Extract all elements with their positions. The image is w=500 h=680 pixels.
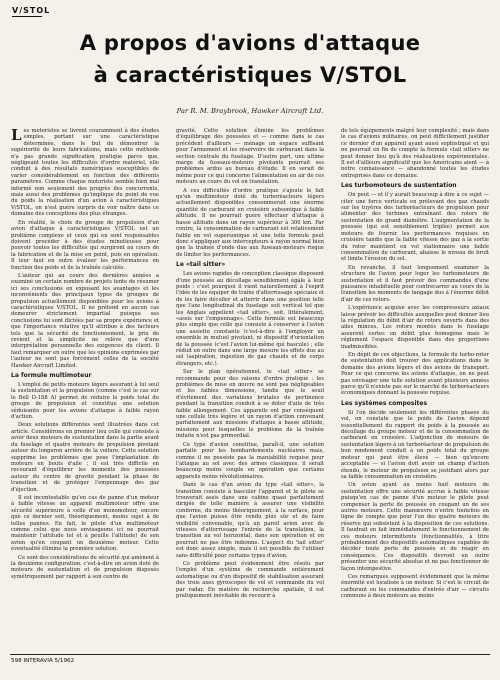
paragraph: Deux solutions différentes sont illustrées dans cet article. Considérons en premier lieu celle qui consiste à avoir deux moteurs de sustentation dans la partie avant du fuselage et quatre moteurs de propulsion pivotant autour du longeron arrière de la voilure. Cette solution supprime les problèmes que pose l'implantation de moteurs en bouts d'aile ; il est très difficile en recourant d'équilibrer les moments des poussées autour du centre de gravité pendant la phase de transition et de protéger l'empennage des gaz d'éjection. [11, 422, 159, 493]
paragraph: L'emploi de petits moteurs légers assurant à lui seul la sustentation et la propulsion (comme c'est le cas sur le Bell D-188 A) permet de réduire le poids total du groupe de propulsion et constitue une solution séduisante pour les avions d'attaque à faible rayon d'action. [11, 382, 159, 421]
paragraph: Sur le plan opérationnel, le «tail sitter» se recommande pour des raisons d'ordre pratique : les problèmes de mise en œuvre ne sont pas négligeables et les faibles dimensions, tandis que le seuil d'évitement des variations brutales de pertinence pendant la transition conduit à se doter d'aile de très faible allongement. Ces appareils ont par conséquent une cellule très légère et un rayon d'action convenant parfaitement aux missions d'attaque à basse altitude, missions pour lesquelles le problème de la traînée induite n'est pas primordial. [176, 369, 324, 440]
paragraph: Ces remarques supposent évidemment que la même énormité est localisée à un moteur. Si c'est le circuit de carburant ou les commandes d'entrée d'air — circuits communs à deux moteurs au moins [341, 574, 489, 600]
paragraph: Ce sont des considérations de sécurité qui amènent à la deuxième configuration, c'est-à-dire un avion doté de moteurs de sustentation et de propulsion disposés symétriquement par rapport à son centre de [11, 554, 160, 580]
paragraph: L'auteur qui au cours des dernières années a examiné un certain nombre de projets tente de résumer ici ses conclusions en exposant les avantages et les inconvénients des principaux types de groupes de propulsion actuellement disponibles pour les avions à caractéristiques V/STOL. Il ne prétend en aucun cas demeurer strictement impartial puisque ses conclusions lui sont dictées par sa propre expérience et que l'importance relative qu'il attribue à des facteurs tels que la sécurité de fonctionnement, le prix de revient et la simplicité ne relève que d'une interprétation personnelle des exigences du client. Il faut remarquer en outre que les opinions exprimées par l'auteur ne sont pas forcément celles de la société Hawker Aircraft Limited. [11, 272, 159, 369]
paragraph: En dépit de ces objections, la formule du turbo-rotor de sustentation doit trouver des applications dans le domaine des avions légers et des avions de transport. Pour ce qui concerne les avions d'attaque, on ne peut pas envisager une telle solution avant plusieurs années parce qu'il n'existe pas sur le marché de turboréacteurs économiques donnant la poussée requise. [341, 352, 489, 397]
paragraph: L'expérience acquise avec les compresseurs axiaux laisse prévoir les difficultés auxquelles peut donner lieu la régulation du débit d'air de rotors ouverts dans des ailes minces. Les rotors montés dans le fuselage assurent certes un débit plus homogène mais le réglement l'espace disponible dans des proportions inadmissibles. [341, 305, 489, 350]
section-heading: La formule multimoteur [11, 372, 92, 380]
paragraph: de tels équipements malgré leur complexité ; mais dans le cas d'avions militaires, on peut difficilement justifier ce dernier d'un appareil ayant aussi sophistiqué et qui ne pourrait en fin de compte la formule «tail sitter» ne peut donner lieu qu'à des réalisations expérimentales. Il est d'ailleurs significatif que les Américains aient — à notre connaissance — abandonné toutes les études entreprises dans ce domaine. [341, 128, 489, 179]
paragraph: Les motoristes se livrent couramment à des études simples, portant sur une caractéristique déterminée, dans le but de démontrer la supériorité de leurs fabrications, mais cette méthode n'a pas grande signification pratique parce que, négligeant toutes les difficultés d'ordre matériel, elle conduit à des résultats numériques susceptibles de varier considérablement en fonction des différents paramètres. Comme chaque motoriste semble bien mal informé non seulement des progrès des concurrents, mais aussi des problèmes qu'implique du point de vue du poids la réalisation d'un avion à caractéristiques V/STOL, on n'est guère surpris de voir naître dans ce domaine des conceptions des plus étranges. [11, 126, 159, 218]
drop-cap: L [11, 126, 22, 144]
article-title-line2: à caractéristiques V/STOL [93, 63, 407, 87]
text-column-3 [341, 128, 489, 602]
footer-rule [10, 654, 490, 655]
text-column-1 [11, 128, 159, 582]
article-byline: Par R. M. Braybrook, Hawker Aircraft Ltd. [176, 107, 324, 115]
paragraph: Ce type d'avion constitue, paraît-il, une solution parfaite pour les bombardements nucléaires mais, comme il ne possède pas la maniabilité requise pour l'attaque au sol avec des armes classiques, il serait beaucoup moins souple en opération que certains appareils moins révolutionnaires. [176, 441, 324, 480]
section-heading: Les systèmes composites [341, 399, 428, 407]
paragraph: A ces difficultés d'ordre pratique s'ajoute le fait qu'un multimoteur doté de turboréacteurs légers actuellement disponibles consommerait une énorme quantité de carburant en croisière subsonique à faible altitude. Il ne pourrait guère effectuer d'attaque à basse altitude dans un rayon supérieur à 300 km. Par contre, la consommation de carburant est relativement faible en vol supersonique et une telle formule peut donc s'appliquer aux intercepteurs à rayon normal bien que la traînée d'onde due aux fuseaux-moteurs risque de limiter les performances. [176, 187, 324, 258]
article-title-line1: A propos d'avions d'attaque [79, 31, 421, 55]
paragraph: gravité. Cette solution élimine les problèmes d'équilibrage des poussées et — comme dans le cas précédent d'ailleurs — ménage un espace suffisant pour l'armement et les réservoirs de carburant dans la section centrale du fuselage. D'autre part, une ultime marge de fuseaux-moteurs pivotants pourrait ses problèmes ardus au bureau d'étude. Il en serait de même pour ce qui concerne l'alimentation en air de ces moteurs au cours du vol en translation. [176, 128, 324, 186]
paragraph: Dans le cas d'un avion du type «tail sitter», la transition consiste à basculer l'appareil et le pilote se trouverait assis dans une cabine quasi parfaitement dirigée de telle manière à assurer une visibilité conforme, du moins théoriquement, à la surface, pour que l'avion puisse être rendu plus sûr et de faire visibilité convenable, qu'à un pareil avion avec de vitesses d'atterrissage l'entrée de la translation, la transition au vol horizontal, dans son opération et on pourrait ne pas être indemne. L'aspect du 'tail sitter' est donc assez simple, mais il est possible de l'utiliser sans difficulté pour certains types d'avion. [176, 482, 324, 559]
paragraph: Il est incontestable qu'en cas de panne d'un moteur à faible vitesse un appareil multimoteur offre une sécurité supérieure à celle d'un monomoteur, encore que ce dernier soit, théoriquement, moins sujet à de telles pannes. En fait, le pilote d'un multimoteur comme celui que nous envisageons ici ne pourrait maintenir l'attitude tel et à peuille l'altitude) de son avion qu'en coupant un deuxième moteur. Cette éventualité élimine la première solution. [11, 494, 159, 553]
text-column-2 [176, 128, 324, 601]
page-folio: 598 INTERAVIA 5/1962 [11, 658, 75, 664]
paragraph: Les avions rapides de conception classique disposent d'une poussée au décollage sensiblement égale à leur poids : c'est pourquoi il vient naturellement à l'esprit l'idée de les équiper de trains d'atterrissage spéciaux et de les faire décoller et atterrir dans une position telle que l'axe longitudinal du fuselage soit vertical tel que les Anglais appellent «tail sitter», soit, littéralement, «assis sur l'empennage». Cette formule est beaucoup plus simple que celle qui consiste à conserver à l'avion une assiette constante (c'est-à-dire à l'employer un ensemble in mutuel pivotant, ni dispositif d'orientation de la poussée (c'est l'avion lui-même qui bascule) ; elle réduit en outre dans une large mesure les effets dus au sol (aspiration, ingestion de gaz chauds et de corps étrangers, etc.). [176, 271, 324, 367]
section-heading: Les turbomoteurs de sustentation [341, 182, 457, 190]
paragraph: En revanche, il faut longuement examiner la structure de l'avion pour loger les turbomoteurs de sustentation et il faut prévoir des commandes d'une puissance inhabituelle pour contrecarrer au cours de la transition les moments de tangage dus à l'énorme débit d'air de ces rotors. [341, 264, 489, 303]
paragraph: On peut — et il y aurait beaucoup à dire à ce sujet — citer une force verticale en prélevant des gaz chauds sur les tuyères des turboréacteurs de propulsion pour alimenter des turbines entraînant des rotors de sustentation de grand diamètre. L'augmentation de la poussée (qui est sensiblement triplée) permet aux moteurs de fournir les performances requises en croisière tandis que la faible vitesse des gaz à la sortie du rotor maintient en vol stationnaire une faible consommation de carburant, abaisse le niveau de bruit et limite l'érosion du sol. [341, 192, 489, 263]
paragraph: Si l'on décide seulement les différentes phases du vol, on constate que le poids de l'avion dépend essentiellement du rapport du poids à la poussée au décollage du groupe moteur et de la consommation de carburant en croisière. L'adjonction de moteurs de sustentation légers à un turboréacteur de propulsion de bon rendement conduit à un poids total du groupe moteur qui peut être élevé — bien qu'encore acceptable — si l'avion doit avoir un champ d'action étendu, le moteur de propulsion se justifiant alors par sa faible consommation en croisière. [341, 409, 489, 480]
paragraph: En réalité, le choix du groupe de propulsion d'un avion d'attaque à caractéristiques V/STOL est un problème complexe et ceux qui en sont responsables doivent procéder à des études minutieuses pour pouvoir toutes les difficultés qui surgiront au cours de la fabrication et de la mise en point, puis en opération. Il leur faut en outre évaluer les performances en fonction des poids et de la traînée calculés. [11, 219, 159, 271]
section-rubric: V/STOL [12, 6, 51, 15]
paragraph: Un avion ayant au moins huit moteurs de sustentation offre une sécurité accrue à faible vitesse puisqu'en cas de panne d'un moteur le pilote peut compenser la perte de poussée en coupant un de ses autres moteurs. Cette manœuvre n'entre toutefois en ligne de compte que pour l'un des quatre moteurs de réserve qui subsistent à la disposition de ces solutions. Il faudrait en fait immédiatement le fonctionnement de ces moteurs intermittents (fonctionnalités, à titre probablement des dispositifs automatiques capables de décider toute perte de poussée et de réagir en conséquence. Ces dispositifs devront en outre présenter une sécurité absolue et ne pas fonctionner de façon intempestive. [341, 482, 489, 572]
paragraph: Ce problème peut évidemment être résolu par l'emploi d'un système de commande entièrement automatique ou d'un dispositif de stabilisation assurant des trois axes gyroscopes de vol et commande du vol par radar. En matière de recherche spatiale, il est pratiquement inévitable de recourir à [176, 561, 324, 600]
section-heading: Le «tail sitter» [176, 261, 226, 269]
